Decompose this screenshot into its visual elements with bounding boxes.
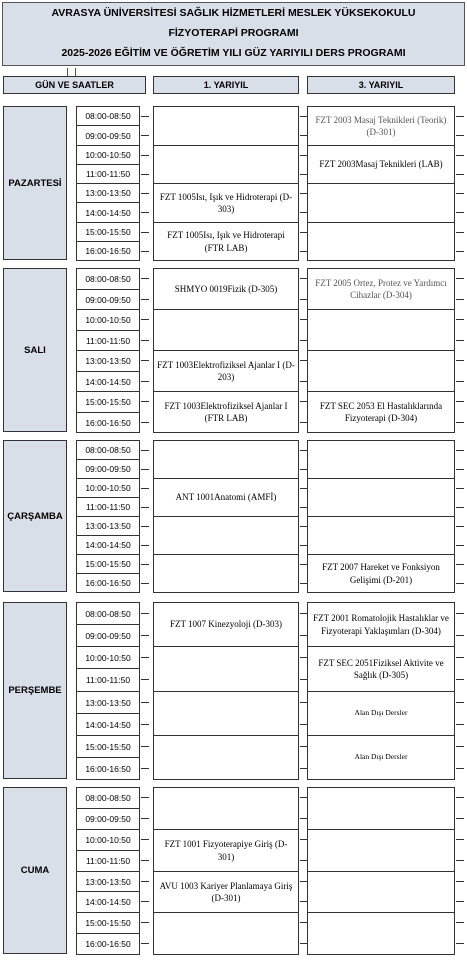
grid-tick [456, 381, 464, 382]
university-title: AVRASYA ÜNİVERSİTESİ SAĞLIK HİZMETLERİ MESLEK YÜKSEKOKULU [51, 7, 416, 19]
time-slot: 09:00-09:50 [76, 125, 140, 146]
time-slot: 11:00-11:50 [76, 497, 140, 517]
grid-tick [141, 340, 149, 341]
program-title: FİZYOTERAPİ PROGRAMI [168, 27, 299, 39]
course-cell: FZT 1005Isı, Işık ve Hidroterapi (FTR LAB) [153, 222, 299, 261]
grid-tick [456, 613, 464, 614]
grid-tick [141, 724, 149, 725]
course-cell [153, 646, 299, 692]
day-label: PERŞEMBE [3, 602, 67, 779]
course-cell [307, 309, 455, 351]
grid-tick [456, 901, 464, 902]
time-slot: 10:00-10:50 [76, 309, 140, 331]
grid-tick [141, 507, 149, 508]
time-slot: 15:00-15:50 [76, 554, 140, 574]
grid-tick [456, 797, 464, 798]
time-slot: 15:00-15:50 [76, 391, 140, 413]
time-slot: 08:00-08:50 [76, 106, 140, 126]
grid-tick [141, 212, 149, 213]
grid-tick [141, 746, 149, 747]
course-cell: FZT 1003Elektrofiziksel Ajanlar I (D-203) [153, 350, 299, 392]
course-cell: SHMYO 0019Fizik (D-305) [153, 268, 299, 310]
time-slot: 08:00-08:50 [76, 602, 140, 625]
course-cell [307, 787, 455, 830]
grid-tick [141, 818, 149, 819]
grid-tick [141, 768, 149, 769]
course-cell [153, 440, 299, 479]
grid-tick [456, 545, 464, 546]
course-cell [307, 516, 455, 555]
grid-tick [141, 278, 149, 279]
course-cell: Alan Dışı Dersler [307, 691, 455, 736]
course-cell: FZT 2001 Romatolojik Hastalıklar ve Fizyoterapi Yaklaşımları (D-304) [307, 602, 455, 647]
grid-tick [456, 860, 464, 861]
grid-tick [456, 135, 464, 136]
time-slot: 14:00-14:50 [76, 371, 140, 392]
day-label: PAZARTESİ [3, 106, 67, 260]
course-cell: FZT 1003Elektrofiziksel Ajanlar I (FTR LAB) [153, 391, 299, 433]
grid-tick [456, 839, 464, 840]
course-cell [153, 787, 299, 830]
grid-tick [141, 251, 149, 252]
grid-tick [456, 232, 464, 233]
grid-tick [456, 174, 464, 175]
time-slot: 09:00-09:50 [76, 289, 140, 310]
grid-tick [141, 702, 149, 703]
grid-tick [456, 881, 464, 882]
grid-tick [456, 422, 464, 423]
time-slot: 16:00-16:50 [76, 757, 140, 780]
course-cell [153, 912, 299, 955]
grid-tick [456, 818, 464, 819]
grid-tick [141, 564, 149, 565]
time-slot: 11:00-11:50 [76, 164, 140, 184]
column-header-day-time: GÜN VE SAATLER [3, 76, 146, 94]
time-slot: 13:00-13:50 [76, 516, 140, 536]
grid-tick [456, 768, 464, 769]
time-slot: 15:00-15:50 [76, 735, 140, 758]
grid-tick [141, 922, 149, 923]
course-cell: AVU 1003 Kariyer Planlamaya Giriş (D-301) [153, 871, 299, 913]
time-slot: 09:00-09:50 [76, 459, 140, 479]
day-label: SALI [3, 268, 67, 432]
grid-tick [456, 155, 464, 156]
course-cell [153, 691, 299, 736]
time-slot: 14:00-14:50 [76, 202, 140, 223]
course-cell: ANT 1001Anatomi (AMFİ) [153, 478, 299, 517]
day-label: ÇARŞAMBA [3, 440, 67, 592]
grid-tick [141, 155, 149, 156]
grid-tick [456, 319, 464, 320]
column-header-semester-1: 1. YARIYIL [153, 76, 299, 94]
grid-tick [456, 583, 464, 584]
grid-tick [141, 319, 149, 320]
grid-tick [141, 839, 149, 840]
time-slot: 15:00-15:50 [76, 222, 140, 242]
grid-tick [141, 635, 149, 636]
grid-tick [456, 469, 464, 470]
time-slot: 11:00-11:50 [76, 330, 140, 351]
grid-tick [141, 401, 149, 402]
time-slot: 09:00-09:50 [76, 808, 140, 830]
grid-tick [141, 613, 149, 614]
course-cell [307, 350, 455, 392]
course-cell: FZT 2003 Masaj Teknikleri (Teorik) (D-301) [307, 106, 455, 146]
course-cell: FZT SEC 2051Fiziksel Aktivite ve Sağlık (D-305) [307, 646, 455, 692]
grid-tick [456, 635, 464, 636]
grid-tick [141, 583, 149, 584]
day-label: CUMA [3, 787, 67, 954]
grid-tick [456, 526, 464, 527]
grid-tick [456, 212, 464, 213]
grid-tick [141, 381, 149, 382]
course-cell [153, 735, 299, 780]
column-header-semester-3: 3. YARIYIL [307, 76, 455, 94]
grid-tick [141, 657, 149, 658]
grid-tick [456, 943, 464, 944]
course-cell: FZT 1007 Kinezyoloji (D-303) [153, 602, 299, 647]
course-cell: FZT 2003Masaj Teknikleri (LAB) [307, 145, 455, 184]
grid-tick [456, 116, 464, 117]
time-slot: 08:00-08:50 [76, 440, 140, 460]
grid-tick [456, 746, 464, 747]
time-slot: 15:00-15:50 [76, 912, 140, 934]
course-cell: FZT 2005 Ortez, Protez ve Yardımcı Cihazlar (D-304) [307, 268, 455, 310]
time-slot: 14:00-14:50 [76, 891, 140, 913]
course-cell: FZT 2007 Hareket ve Fonksiyon Gelişimi (D-201) [307, 554, 455, 593]
grid-tick [141, 174, 149, 175]
time-slot: 16:00-16:50 [76, 573, 140, 593]
time-slot: 14:00-14:50 [76, 535, 140, 555]
grid-tick [141, 488, 149, 489]
course-cell [307, 478, 455, 517]
time-slot: 10:00-10:50 [76, 829, 140, 851]
grid-tick [141, 135, 149, 136]
course-cell: FZT SEC 2053 El Hastalıklarında Fizyoterapi (D-304) [307, 391, 455, 433]
grid-tick [456, 507, 464, 508]
grid-tick [456, 193, 464, 194]
time-slot: 11:00-11:50 [76, 668, 140, 692]
course-cell [153, 516, 299, 555]
grid-tick [141, 860, 149, 861]
time-slot: 10:00-10:50 [76, 145, 140, 165]
grid-tick [141, 232, 149, 233]
grid-tick [141, 943, 149, 944]
grid-tick [456, 657, 464, 658]
grid-tick [141, 545, 149, 546]
time-slot: 16:00-16:50 [76, 241, 140, 261]
header-divider-mark [67, 68, 68, 76]
time-slot: 08:00-08:50 [76, 268, 140, 290]
time-slot: 09:00-09:50 [76, 624, 140, 647]
grid-tick [456, 564, 464, 565]
grid-tick [456, 340, 464, 341]
time-slot: 11:00-11:50 [76, 850, 140, 872]
grid-tick [141, 299, 149, 300]
grid-tick [141, 450, 149, 451]
course-cell [307, 440, 455, 479]
time-slot: 13:00-13:50 [76, 871, 140, 892]
course-cell: FZT 1005Isı, Işık ve Hidroterapi (D-303) [153, 183, 299, 223]
course-cell [307, 871, 455, 913]
course-cell [153, 554, 299, 593]
grid-tick [141, 679, 149, 680]
grid-tick [141, 469, 149, 470]
grid-tick [141, 193, 149, 194]
grid-tick [456, 488, 464, 489]
grid-tick [456, 679, 464, 680]
header-divider-mark [75, 68, 76, 76]
grid-tick [141, 422, 149, 423]
grid-tick [456, 724, 464, 725]
time-slot: 08:00-08:50 [76, 787, 140, 809]
course-cell [153, 145, 299, 184]
grid-tick [456, 278, 464, 279]
course-cell: Alan Dışı Dersler [307, 735, 455, 780]
course-cell: FZT 1001 Fizyoterapiye Giriş (D-301) [153, 829, 299, 872]
time-slot: 10:00-10:50 [76, 646, 140, 669]
grid-tick [456, 450, 464, 451]
grid-tick [456, 922, 464, 923]
grid-tick [456, 299, 464, 300]
grid-tick [456, 251, 464, 252]
term-title: 2025-2026 EĞİTİM VE ÖĞRETİM YILI GÜZ YARIYILI DERS PROGRAMI [61, 47, 406, 59]
course-cell [153, 309, 299, 351]
grid-tick [141, 360, 149, 361]
time-slot: 16:00-16:50 [76, 412, 140, 433]
course-cell [307, 912, 455, 955]
grid-tick [141, 901, 149, 902]
course-cell [307, 183, 455, 223]
course-cell [307, 222, 455, 261]
time-slot: 16:00-16:50 [76, 933, 140, 955]
course-cell [153, 106, 299, 146]
course-cell [307, 829, 455, 872]
grid-tick [141, 881, 149, 882]
grid-tick [141, 797, 149, 798]
grid-tick [456, 360, 464, 361]
time-slot: 13:00-13:50 [76, 183, 140, 203]
time-slot: 13:00-13:50 [76, 691, 140, 714]
grid-tick [141, 526, 149, 527]
time-slot: 14:00-14:50 [76, 713, 140, 736]
grid-tick [456, 401, 464, 402]
time-slot: 10:00-10:50 [76, 478, 140, 498]
grid-tick [456, 702, 464, 703]
grid-tick [141, 116, 149, 117]
time-slot: 13:00-13:50 [76, 350, 140, 372]
